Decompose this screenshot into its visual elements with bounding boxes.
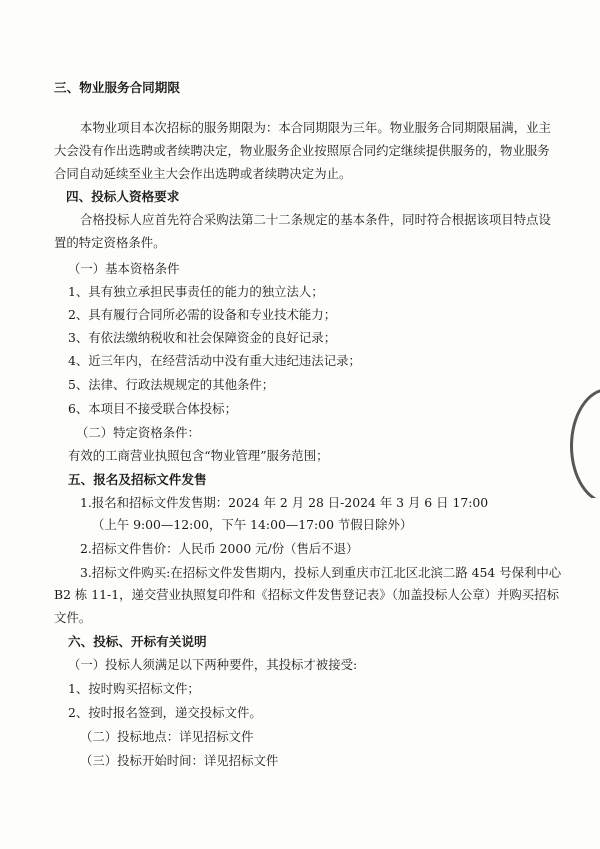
subheading: （一）投标人须满足以下两种要件，其投标才被接受:: [68, 657, 358, 672]
paragraph-line: 大会没有作出选聘或者续聘决定，物业服务企业按照原合同约定继续提供服务的，物业服务: [54, 143, 550, 158]
section-4-heading: 四、投标人资格要求: [66, 189, 180, 204]
list-item: 6、本项目不接受联合体投标；: [68, 401, 237, 416]
list-item: 1、具有独立承担民事责任的能力的独立法人；: [68, 284, 324, 299]
subheading: （二）特定资格条件：: [76, 425, 200, 440]
list-item-continuation: 文件。: [54, 610, 92, 625]
list-item: 2、具有履行合同所必需的设备和专业技术能力；: [68, 307, 337, 322]
section-5-heading: 五、报名及招标文件发售: [68, 472, 207, 487]
seal-ring: [570, 388, 600, 498]
paragraph-line: 有效的工商营业执照包含“物业管理”服务范围；: [68, 448, 329, 463]
subheading: （二）投标地点：详见招标文件: [80, 729, 254, 744]
paragraph-line: 合同自动延续至业主大会作出选聘或者续聘决定为止。: [54, 166, 352, 181]
subheading: （三）投标开始时间：详见招标文件: [80, 753, 279, 768]
list-item: 3、有依法缴纳税收和社会保障资金的良好记录；: [68, 330, 337, 345]
official-seal-stamp: [566, 388, 600, 498]
list-item: 3.招标文件购买:在招标文件发售期内，投标人到重庆市江北区北滨二路 454 号保利中心: [80, 565, 562, 580]
subheading: （一）基本资格条件: [68, 261, 180, 276]
list-item: 1、按时购买招标文件；: [68, 681, 200, 696]
list-item-note: （上午 9:00—12:00，下午 14:00—17:00 节假日除外）: [92, 517, 413, 532]
list-item: 2、按时报名签到，递交投标文件。: [68, 705, 262, 720]
list-item-continuation: B2 栋 11-1，递交营业执照复印件和《招标文件发售登记表》（加盖投标人公章）并购买招标: [54, 587, 559, 602]
paragraph-line: 置的特定资格条件。: [54, 235, 166, 250]
list-item: 4、近三年内，在经营活动中没有重大违纪违法记录；: [68, 353, 361, 368]
section-6-heading: 六、投标、开标有关说明: [68, 634, 207, 649]
section-3-heading: 三、物业服务合同期限: [54, 80, 180, 95]
paragraph-line: 合格投标人应首先符合采购法第二十二条规定的基本条件，同时符合根据该项目特点设: [80, 212, 551, 227]
list-item: 1.报名和招标文件发售期：2024 年 2 月 28 日-2024 年 3 月 6 日 17:00: [80, 495, 489, 510]
list-item: 5、法律、行政法规规定的其他条件；: [68, 377, 275, 392]
paragraph-line: 本物业项目本次招标的服务期限为：本合同期限为三年。物业服务合同期限届满，业主: [80, 120, 551, 135]
list-item: 2.招标文件售价：人民币 2000 元/份（售后不退）: [80, 541, 359, 556]
